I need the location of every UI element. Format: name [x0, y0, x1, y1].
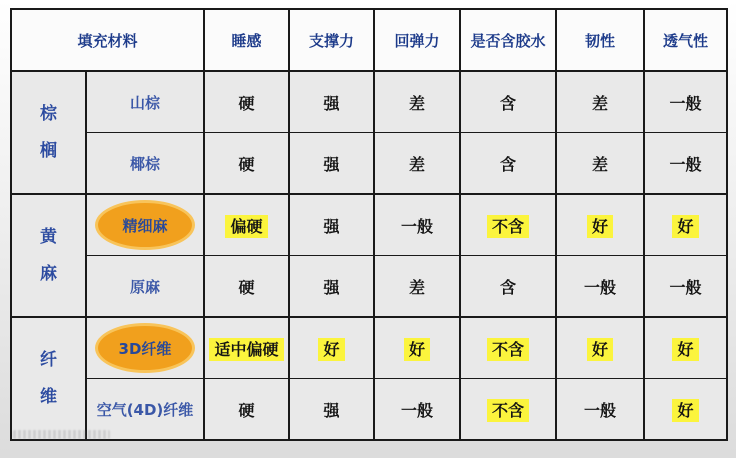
- value-cell: 一般: [644, 256, 727, 318]
- highlight: 适中偏硬: [209, 338, 283, 361]
- value-cell: 含: [460, 133, 556, 195]
- header-col-support: 支撑力: [289, 9, 374, 71]
- header-col-glue: 是否含胶水: [460, 9, 556, 71]
- value-cell: 含: [460, 256, 556, 318]
- table-row: [11, 194, 727, 256]
- ellipse-badge: 3D纤维: [95, 323, 195, 373]
- table-row: [11, 317, 727, 379]
- highlight: 不含: [487, 215, 529, 238]
- value-cell: 一般: [556, 256, 644, 318]
- table-row: [11, 256, 727, 318]
- value-cell: [460, 379, 556, 441]
- header-material: 填充材料: [11, 9, 204, 71]
- value-cell: 差: [374, 256, 460, 318]
- value-cell: [374, 317, 460, 379]
- value-cell: 强: [289, 133, 374, 195]
- value-cell: [556, 317, 644, 379]
- value-cell: 一般: [644, 71, 727, 133]
- value-cell: 硬: [204, 256, 289, 318]
- value-cell: [644, 194, 727, 256]
- highlight: 好: [587, 338, 613, 361]
- comparison-table: [10, 8, 728, 441]
- header-col-toughness: 韧性: [556, 9, 644, 71]
- value-cell: 硬: [204, 133, 289, 195]
- table-row: [11, 379, 727, 441]
- value-cell: [204, 194, 289, 256]
- value-cell: 一般: [374, 379, 460, 441]
- value-cell: 强: [289, 256, 374, 318]
- header-col-breathability: 透气性: [644, 9, 727, 71]
- table-row: [11, 71, 727, 133]
- value-cell: [556, 194, 644, 256]
- value-cell: [644, 379, 727, 441]
- highlight: 好: [672, 399, 698, 422]
- watermark: [13, 430, 110, 439]
- material-name: 椰棕: [86, 133, 204, 195]
- material-name: [86, 317, 204, 379]
- ellipse-badge: 精细麻: [95, 200, 195, 250]
- value-cell: 一般: [644, 133, 727, 195]
- highlight: 不含: [487, 338, 529, 361]
- value-cell: 差: [556, 133, 644, 195]
- value-cell: 强: [289, 379, 374, 441]
- material-name: 空气(4D)纤维: [86, 379, 204, 441]
- header-col-resilience: 回弹力: [374, 9, 460, 71]
- value-cell: 强: [289, 194, 374, 256]
- category-cell-jute: 黄 麻: [11, 194, 86, 317]
- header-col-sleep-feel: 睡感: [204, 9, 289, 71]
- value-cell: 差: [374, 71, 460, 133]
- category-cell-fiber: 纤 维: [11, 317, 86, 440]
- highlight: 好: [404, 338, 430, 361]
- value-cell: 硬: [204, 71, 289, 133]
- value-cell: [460, 317, 556, 379]
- category-cell-palm: 棕 榈: [11, 71, 86, 194]
- highlight: 好: [672, 338, 698, 361]
- table-row: [11, 133, 727, 195]
- value-cell: [460, 194, 556, 256]
- highlight: 好: [318, 338, 344, 361]
- value-cell: 硬: [204, 379, 289, 441]
- value-cell: 一般: [374, 194, 460, 256]
- material-name: 原麻: [86, 256, 204, 318]
- value-cell: 一般: [556, 379, 644, 441]
- header-row: [11, 9, 727, 71]
- highlight: 好: [672, 215, 698, 238]
- material-name: 山棕: [86, 71, 204, 133]
- value-cell: [204, 317, 289, 379]
- highlight: 偏硬: [225, 215, 267, 238]
- value-cell: 差: [374, 133, 460, 195]
- value-cell: 差: [556, 71, 644, 133]
- highlight: 好: [587, 215, 613, 238]
- value-cell: 含: [460, 71, 556, 133]
- highlight: 不含: [487, 399, 529, 422]
- value-cell: [644, 317, 727, 379]
- material-name: [86, 194, 204, 256]
- value-cell: [289, 317, 374, 379]
- value-cell: 强: [289, 71, 374, 133]
